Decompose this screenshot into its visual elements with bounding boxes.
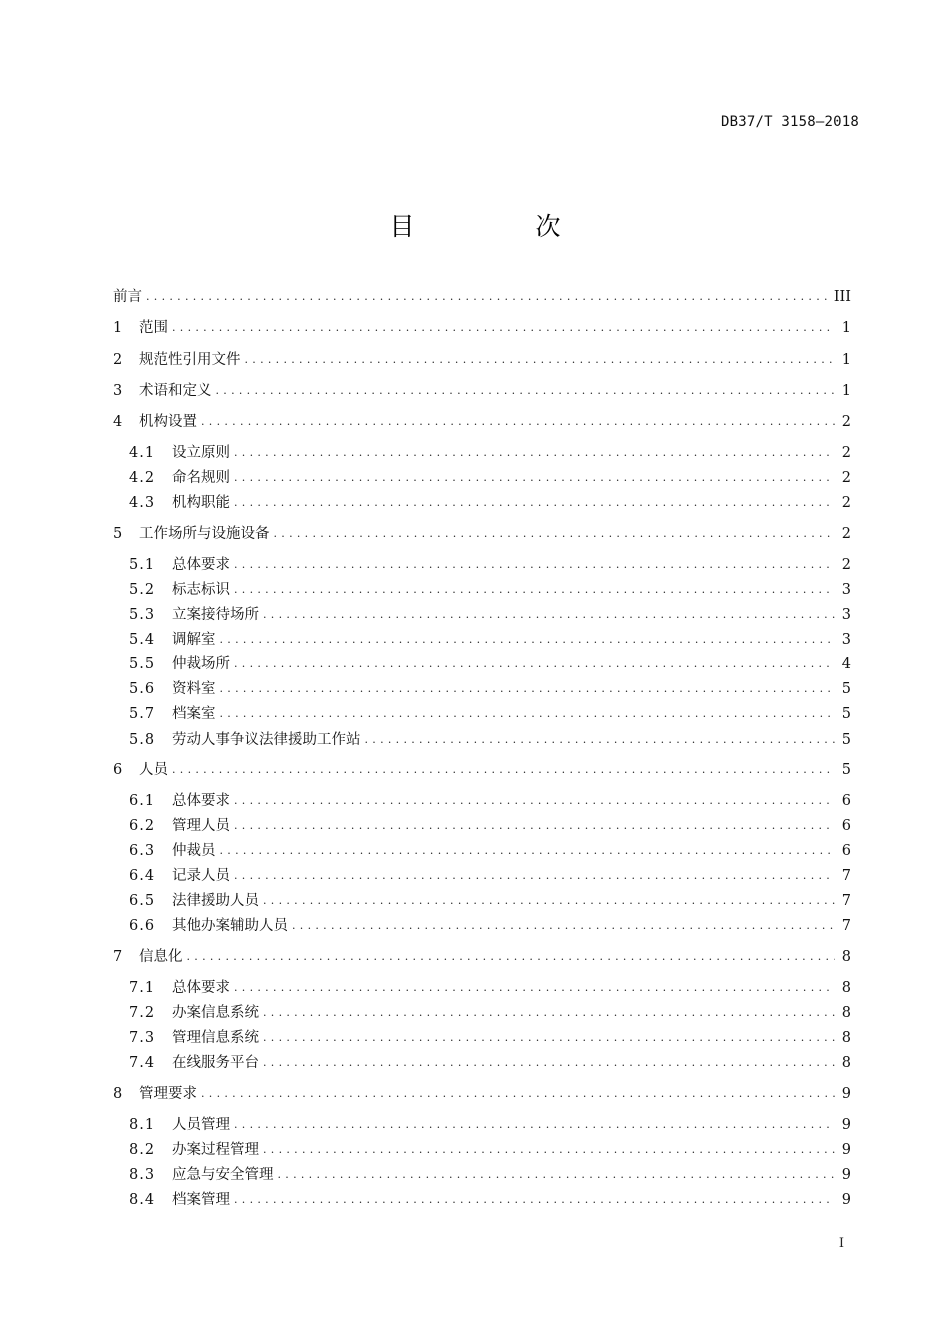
toc-entry-page: 2 bbox=[841, 557, 851, 573]
toc-entry-number: 8 bbox=[113, 1086, 123, 1102]
toc-entry-title: 管理人员 bbox=[172, 818, 230, 834]
toc-entry[interactable] bbox=[129, 864, 851, 888]
toc-entry-page: 8 bbox=[841, 1055, 851, 1071]
toc-entry[interactable] bbox=[129, 889, 851, 913]
toc-entry[interactable] bbox=[129, 814, 851, 838]
toc-entry-title: 劳动人事争议法律援助工作站 bbox=[172, 732, 361, 748]
toc-entry[interactable] bbox=[113, 758, 851, 782]
toc-leader-dots bbox=[234, 578, 835, 602]
toc-entry[interactable] bbox=[129, 1138, 851, 1162]
toc-leader-dots bbox=[146, 285, 828, 309]
toc-entry-title: 人员 bbox=[139, 762, 168, 778]
toc-entry-title: 在线服务平台 bbox=[172, 1055, 259, 1071]
toc-entry-page: 2 bbox=[841, 526, 851, 542]
toc-leader-dots bbox=[263, 1138, 835, 1162]
toc-entry-number: 3 bbox=[113, 383, 123, 399]
toc-entry-page: 1 bbox=[841, 383, 851, 399]
toc-leader-dots bbox=[292, 914, 835, 938]
toc-entry-title: 法律援助人员 bbox=[172, 893, 259, 909]
toc-entry-page: III bbox=[833, 289, 851, 305]
toc-entry-title: 管理要求 bbox=[139, 1086, 197, 1102]
toc-entry[interactable] bbox=[129, 1026, 851, 1050]
toc-leader-dots bbox=[234, 864, 835, 888]
toc-entry[interactable] bbox=[129, 789, 851, 813]
toc-entry-title: 资料室 bbox=[172, 681, 216, 697]
toc-entry-page: 7 bbox=[841, 868, 851, 884]
toc-entry-page: 2 bbox=[841, 495, 851, 511]
toc-entry-title: 总体要求 bbox=[172, 793, 230, 809]
toc-entry[interactable] bbox=[129, 441, 851, 465]
toc-entry-title: 机构职能 bbox=[172, 495, 230, 511]
toc-entry[interactable] bbox=[129, 628, 851, 652]
toc-entry-page: 5 bbox=[841, 706, 851, 722]
toc-entry-page: 3 bbox=[841, 632, 851, 648]
toc-entry[interactable] bbox=[129, 578, 851, 602]
toc-entry-page: 2 bbox=[841, 470, 851, 486]
toc-entry-page: 9 bbox=[841, 1142, 851, 1158]
toc-entry-title: 规范性引用文件 bbox=[139, 352, 241, 368]
toc-leader-dots bbox=[187, 945, 836, 969]
document-code: DB37/T 3158—2018 bbox=[720, 114, 859, 130]
toc-entry-page: 3 bbox=[841, 607, 851, 623]
toc-leader-dots bbox=[234, 1113, 835, 1137]
toc-leader-dots bbox=[274, 522, 836, 546]
toc-entry[interactable] bbox=[129, 553, 851, 577]
toc-entry-number: 5.4 bbox=[129, 632, 156, 648]
toc-entry-number: 4.2 bbox=[129, 470, 156, 486]
toc-entry-title: 仲裁员 bbox=[172, 843, 216, 859]
toc-entry[interactable] bbox=[113, 316, 851, 340]
toc-leader-dots bbox=[234, 491, 835, 515]
toc-entry-number: 8.2 bbox=[129, 1142, 156, 1158]
toc-leader-dots bbox=[278, 1163, 836, 1187]
toc-entry-page: 2 bbox=[841, 414, 851, 430]
toc-leader-dots bbox=[263, 1026, 835, 1050]
toc-leader-dots bbox=[263, 889, 835, 913]
page-number: I bbox=[838, 1236, 844, 1251]
toc-leader-dots bbox=[201, 410, 835, 434]
toc-entry-number: 6 bbox=[113, 762, 123, 778]
toc-entry-number: 7.2 bbox=[129, 1005, 156, 1021]
toc-entry-title: 仲裁场所 bbox=[172, 656, 230, 672]
toc-leader-dots bbox=[216, 379, 836, 403]
toc-entry-number: 6.4 bbox=[129, 868, 156, 884]
toc-leader-dots bbox=[234, 789, 835, 813]
toc-entry-page: 5 bbox=[841, 732, 851, 748]
toc-leader-dots bbox=[220, 702, 836, 726]
toc-entry[interactable] bbox=[113, 348, 851, 372]
toc-entry-title: 命名规则 bbox=[172, 470, 230, 486]
toc-leader-dots bbox=[172, 758, 835, 782]
toc-entry[interactable] bbox=[129, 1001, 851, 1025]
toc-entry-title: 应急与安全管理 bbox=[172, 1167, 274, 1183]
toc-entry-title: 人员管理 bbox=[172, 1117, 230, 1133]
toc-entry-number: 5.5 bbox=[129, 656, 156, 672]
toc-entry-title: 总体要求 bbox=[172, 557, 230, 573]
toc-entry-number: 5.7 bbox=[129, 706, 156, 722]
toc-leader-dots bbox=[220, 839, 836, 863]
toc-entry[interactable] bbox=[129, 976, 851, 1000]
toc-entry-page: 1 bbox=[841, 352, 851, 368]
toc-entry-number: 4.1 bbox=[129, 445, 156, 461]
toc-entry[interactable] bbox=[129, 677, 851, 701]
toc-entry-title: 总体要求 bbox=[172, 980, 230, 996]
toc-entry-page: 5 bbox=[841, 681, 851, 697]
toc-leader-dots bbox=[263, 603, 835, 627]
toc-entry[interactable] bbox=[113, 410, 851, 434]
toc-entry-number: 7.3 bbox=[129, 1030, 156, 1046]
toc-entry-page: 2 bbox=[841, 445, 851, 461]
toc-entry[interactable] bbox=[129, 652, 851, 676]
toc-entry[interactable] bbox=[129, 466, 851, 490]
toc-entry-page: 9 bbox=[841, 1086, 851, 1102]
toc-entry[interactable] bbox=[129, 491, 851, 515]
toc-entry-number: 5.8 bbox=[129, 732, 156, 748]
toc-entry-number: 6.2 bbox=[129, 818, 156, 834]
toc-entry-page: 9 bbox=[841, 1167, 851, 1183]
toc-entry-number: 5.1 bbox=[129, 557, 156, 573]
toc-entry-title: 档案管理 bbox=[172, 1192, 230, 1208]
toc-leader-dots bbox=[365, 728, 836, 752]
toc-entry[interactable] bbox=[113, 522, 851, 546]
toc-entry[interactable] bbox=[113, 1082, 851, 1106]
toc-entry-page: 5 bbox=[841, 762, 851, 778]
toc-leader-dots bbox=[234, 976, 835, 1000]
toc-entry-number: 2 bbox=[113, 352, 123, 368]
toc-entry[interactable] bbox=[129, 603, 851, 627]
toc-entry-page: 6 bbox=[841, 818, 851, 834]
toc-entry-page: 4 bbox=[841, 656, 851, 672]
toc-leader-dots bbox=[234, 652, 835, 676]
toc-entry-page: 9 bbox=[841, 1117, 851, 1133]
toc-entry[interactable] bbox=[129, 1113, 851, 1137]
toc-leader-dots bbox=[263, 1001, 835, 1025]
toc-entry-title: 管理信息系统 bbox=[172, 1030, 259, 1046]
toc-entry-title: 机构设置 bbox=[139, 414, 197, 430]
toc-entry-page: 6 bbox=[841, 843, 851, 859]
toc-entry-number: 1 bbox=[113, 320, 123, 336]
toc-entry[interactable] bbox=[129, 728, 851, 752]
toc-entry-title: 档案室 bbox=[172, 706, 216, 722]
toc-leader-dots bbox=[234, 814, 835, 838]
toc-entry-number: 5.6 bbox=[129, 681, 156, 697]
toc-entry-number: 6.3 bbox=[129, 843, 156, 859]
toc-entry-page: 1 bbox=[841, 320, 851, 336]
toc-entry-number: 5.2 bbox=[129, 582, 156, 598]
toc-leader-dots bbox=[245, 348, 836, 372]
toc-entry-number: 6.5 bbox=[129, 893, 156, 909]
toc-entry[interactable] bbox=[129, 839, 851, 863]
toc-entry[interactable] bbox=[129, 702, 851, 726]
toc-entry-number: 5 bbox=[113, 526, 123, 542]
toc-entry-number: 7.4 bbox=[129, 1055, 156, 1071]
toc-entry-page: 7 bbox=[841, 893, 851, 909]
toc-entry-page: 8 bbox=[841, 949, 851, 965]
toc-leader-dots bbox=[263, 1051, 835, 1075]
toc-entry-page: 3 bbox=[841, 582, 851, 598]
toc-leader-dots bbox=[234, 553, 835, 577]
toc-entry[interactable] bbox=[129, 1051, 851, 1075]
toc-entry-page: 9 bbox=[841, 1192, 851, 1208]
toc-entry-title: 前言 bbox=[113, 289, 142, 305]
toc-entry-title: 立案接待场所 bbox=[172, 607, 259, 623]
toc-entry-title: 办案过程管理 bbox=[172, 1142, 259, 1158]
page-title: 目 次 bbox=[389, 212, 609, 241]
toc-entry-title: 办案信息系统 bbox=[172, 1005, 259, 1021]
toc-entry[interactable] bbox=[129, 914, 851, 938]
toc-entry[interactable] bbox=[113, 945, 851, 969]
toc-entry-number: 5.3 bbox=[129, 607, 156, 623]
toc-leader-dots bbox=[220, 628, 836, 652]
toc-entry-number: 4 bbox=[113, 414, 123, 430]
toc-entry-number: 8.3 bbox=[129, 1167, 156, 1183]
toc-entry-number: 4.3 bbox=[129, 495, 156, 511]
toc-entry-title: 调解室 bbox=[172, 632, 216, 648]
toc-entry-page: 8 bbox=[841, 1030, 851, 1046]
toc-entry-number: 7 bbox=[113, 949, 123, 965]
toc-entry[interactable] bbox=[129, 1188, 851, 1212]
toc-entry-title: 设立原则 bbox=[172, 445, 230, 461]
toc-leader-dots bbox=[220, 677, 836, 701]
toc-leader-dots bbox=[234, 466, 835, 490]
toc-entry-page: 6 bbox=[841, 793, 851, 809]
toc-entry-title: 标志标识 bbox=[172, 582, 230, 598]
toc-leader-dots bbox=[201, 1082, 835, 1106]
toc-entry-number: 6.1 bbox=[129, 793, 156, 809]
toc-entry-number: 7.1 bbox=[129, 980, 156, 996]
toc-entry-title: 记录人员 bbox=[172, 868, 230, 884]
toc-entry-title: 其他办案辅助人员 bbox=[172, 918, 288, 934]
toc-entry-page: 8 bbox=[841, 980, 851, 996]
toc-leader-dots bbox=[172, 316, 835, 340]
toc-entry-page: 8 bbox=[841, 1005, 851, 1021]
toc-entry[interactable] bbox=[113, 285, 851, 309]
toc-entry-number: 8.4 bbox=[129, 1192, 156, 1208]
toc-entry-title: 术语和定义 bbox=[139, 383, 212, 399]
toc-entry-title: 信息化 bbox=[139, 949, 183, 965]
toc-leader-dots bbox=[234, 1188, 835, 1212]
toc-entry-page: 7 bbox=[841, 918, 851, 934]
toc-entry-title: 工作场所与设施设备 bbox=[139, 526, 270, 542]
toc-entry[interactable] bbox=[113, 379, 851, 403]
toc-entry-number: 8.1 bbox=[129, 1117, 156, 1133]
toc-entry-title: 范围 bbox=[139, 320, 168, 336]
toc-entry-number: 6.6 bbox=[129, 918, 156, 934]
toc-leader-dots bbox=[234, 441, 835, 465]
toc-entry[interactable] bbox=[129, 1163, 851, 1187]
